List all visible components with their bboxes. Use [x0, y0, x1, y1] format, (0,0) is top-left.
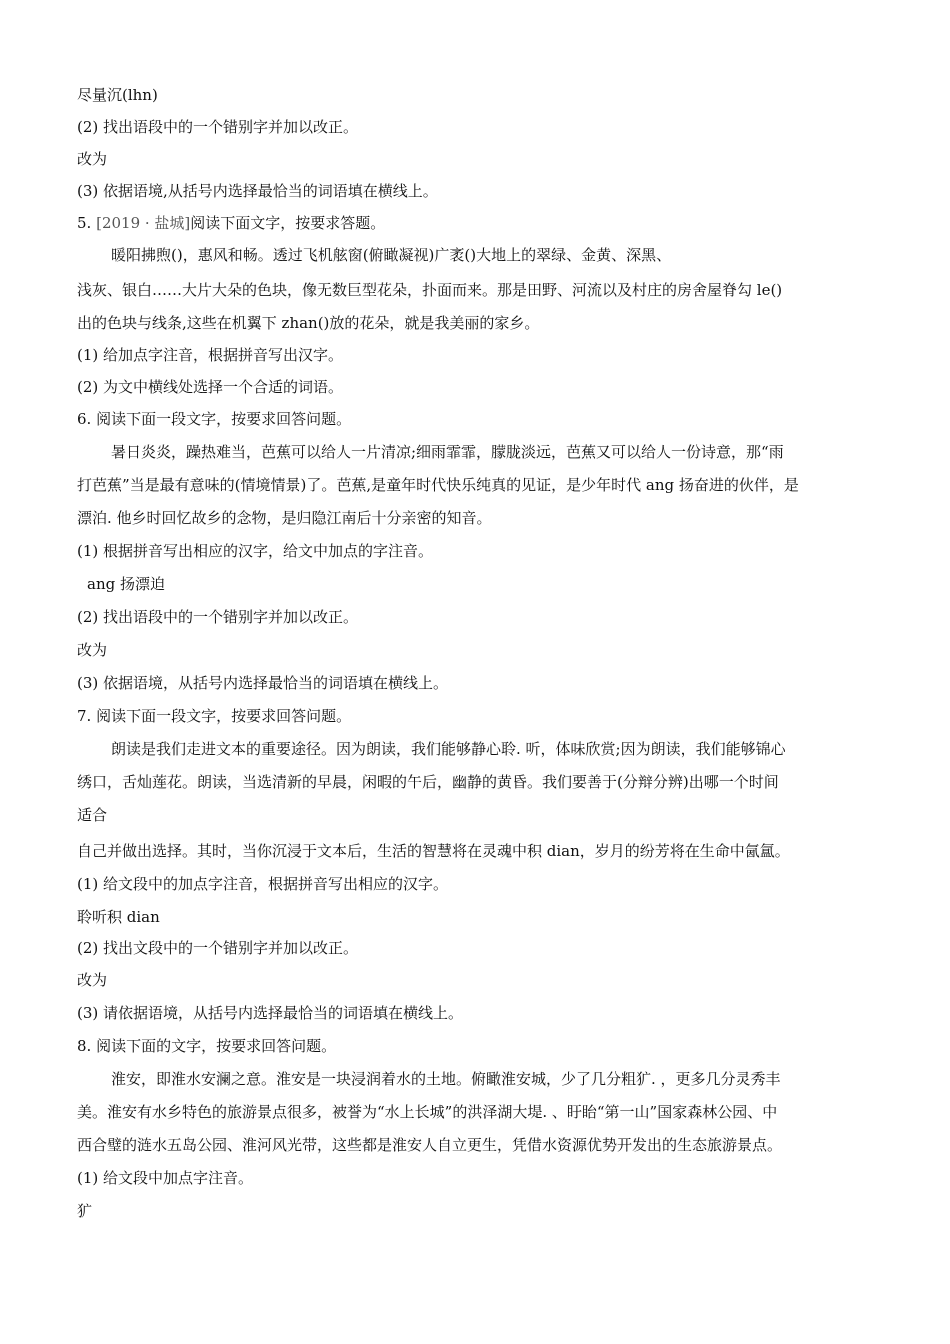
- sub-question: (3) 请依据语境，从括号内选择最恰当的词语填在横线上。: [77, 1004, 464, 1022]
- passage-line: 美。淮安有水乡特色的旅游景点很多，被誉为“水上长城”的洪泽湖大堤. 、盱眙“第一山”国家森林公园、中: [77, 1103, 778, 1121]
- sub-question: (2) 找出语段中的一个错别字并加以改正。: [77, 608, 359, 626]
- passage-line: 淮安，即淮水安澜之意。淮安是一块浸润着水的土地。俯瞰淮安城，少了几分粗犷. ，更多几分灵秀丰: [111, 1070, 781, 1088]
- question-5-header: [77, 213, 385, 233]
- sub-question: (3) 依据语境，从括号内选择最恰当的词语填在横线上。: [77, 674, 449, 692]
- passage-line: 打芭蕉”当是最有意味的(情境情景)了。芭蕉,是童年时代快乐纯真的见证，是少年时代 ang 扬奋进的伙伴，是: [77, 476, 799, 494]
- sub-question: (2) 找出文段中的一个错别字并加以改正。: [77, 939, 359, 957]
- answer-label: 改为: [77, 641, 108, 659]
- passage-line: 适合: [77, 806, 108, 824]
- question-7-header: 7. 阅读下面一段文字，按要求回答问题。: [77, 707, 352, 725]
- text-line: 尽量沉(lhn): [77, 86, 158, 104]
- sub-question: (2) 为文中横线处选择一个合适的词语。: [77, 378, 344, 396]
- question-8-header: 8. 阅读下面的文字，按要求回答问题。: [77, 1037, 337, 1055]
- sub-question: (1) 根据拼音写出相应的汉字，给文中加点的字注音。: [77, 542, 434, 560]
- sub-question: (1) 给加点字注音，根据拼音写出汉字。: [77, 346, 344, 364]
- answer-label: 改为: [77, 150, 108, 168]
- passage-line: 绣口，舌灿莲花。朗读，当选清新的早晨，闲暇的午后，幽静的黄昏。我们要善于(分辩分辨)出哪一个时间: [77, 773, 779, 791]
- passage-line: 朗读是我们走进文本的重要途径。因为朗读，我们能够静心聆. 听，体味欣赏;因为朗读，我们能够锦心: [111, 740, 786, 758]
- sub-question: (1) 给文段中的加点字注音，根据拼音写出相应的汉字。: [77, 875, 449, 893]
- question-6-header: 6. 阅读下面一段文字，按要求回答问题。: [77, 410, 352, 428]
- passage-line: 自己并做出选择。其时，当你沉浸于文本后，生活的智慧将在灵魂中积 dian，岁月的纷芳将在生命中氤氲。: [77, 842, 790, 860]
- answer-label: 改为: [77, 971, 108, 989]
- question-number: 5.: [77, 214, 97, 232]
- question-source: [2019 · 盐城]: [96, 214, 191, 232]
- passage-line: 暖阳拂煦()，惠风和畅。透过飞机舷窗(俯瞰凝视)广袤()大地上的翠绿、金黄、深黑、: [111, 246, 672, 264]
- passage-line: 出的色块与线条,这些在机翼下 zhan()放的花朵，就是我美丽的家乡。: [77, 314, 540, 332]
- answer-line: 聆听积 dian: [77, 908, 160, 926]
- sub-question: (1) 给文段中加点字注音。: [77, 1169, 254, 1187]
- question-3-prompt: (3) 依据语境,从括号内选择最恰当的词语填在横线上。: [77, 182, 438, 200]
- answer-line: ang 扬漂迫: [87, 575, 165, 593]
- question-2-prompt: (2) 找出语段中的一个错别字并加以改正。: [77, 118, 359, 136]
- passage-line: 暑日炎炎，躁热难当，芭蕉可以给人一片清凉;细雨霏霏，朦胧淡远，芭蕉又可以给人一份诗意，那“雨: [111, 443, 784, 461]
- passage-line: 西合璧的涟水五岛公园、淮河风光带，这些都是淮安人自立更生，凭借水资源优势开发出的生态旅游景点。: [77, 1136, 783, 1154]
- passage-line: 浅灰、银白……大片大朵的色块，像无数巨型花朵，扑面而来。那是田野、河流以及村庄的房舍屋脊勾 le(): [77, 281, 783, 299]
- question-instruction: 阅读下面文字，按要求答题。: [190, 214, 386, 232]
- answer-line: 犷: [77, 1202, 93, 1220]
- passage-line: 漂泊. 他乡时回忆故乡的念物，是归隐江南后十分亲密的知音。: [77, 509, 492, 527]
